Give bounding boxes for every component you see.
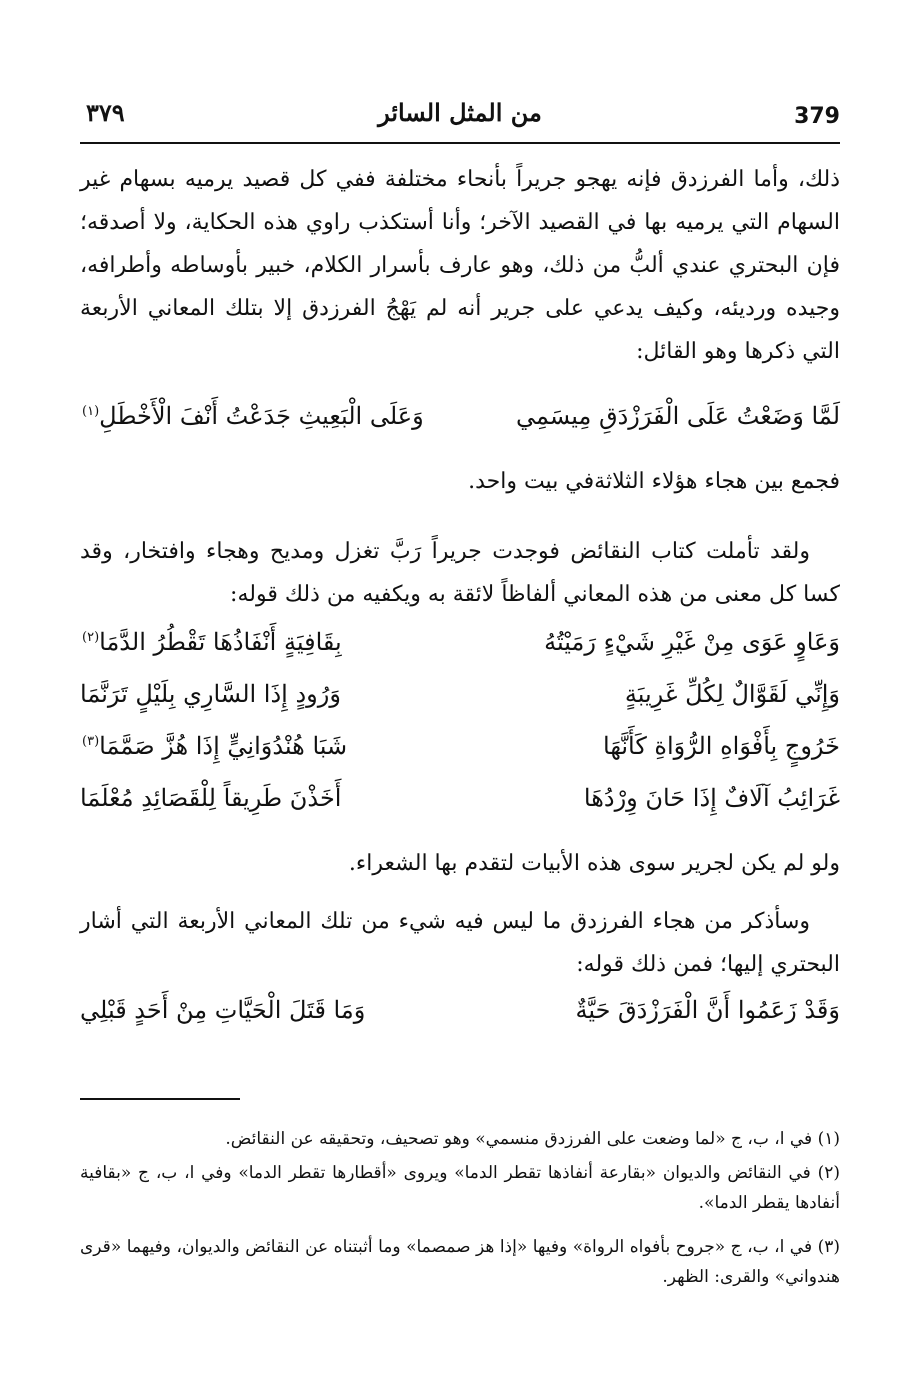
footnote-marker: (٣) xyxy=(82,734,100,749)
verse-6 xyxy=(80,996,840,1044)
page-number-latin: 379 xyxy=(794,104,840,129)
verse-first-hemistich: وَإِنِّي لَقَوَّالٌ لِكُلِّ غَرِيبَةٍ xyxy=(624,680,840,708)
verse-second-hemistich: بِقَافِيَةٍ أَنْفَاذُهَا تَقْطُرُ الدَّمَا xyxy=(99,628,342,656)
verse-1 xyxy=(80,402,840,450)
verse-3 xyxy=(80,680,840,728)
verse-second-hemistich-wrap xyxy=(80,732,347,760)
footnote-1: (١) في ا، ب، ج «لما وضعت على الفرزدق منسمي» وهو تصحيف، وتحقيقه عن النقائض. xyxy=(225,1129,840,1149)
footnote-marker: (٢) xyxy=(82,630,100,645)
verse-second-hemistich: شَبَا هُنْدُوَانِيٍّ إِذَا هُزَّ صَمَّمَا xyxy=(99,732,348,760)
verse-second-hemistich: وَمَا قَتَلَ الْحَيَّاتِ مِنْ أَحَدٍ قَبْلِي xyxy=(80,996,366,1024)
paragraph-2: فجمع بين هجاء هؤلاء الثلاثةفي بيت واحد. xyxy=(468,469,840,494)
verse-first-hemistich: وَعَاوٍ عَوَى مِنْ غَيْرِ شَيْءٍ رَمَيْتُهُ xyxy=(544,628,840,656)
verse-5 xyxy=(80,784,840,832)
page-number-arabic: ٣٧٩ xyxy=(86,98,125,127)
footnote-separator xyxy=(80,1098,240,1100)
verse-second-hemistich: وَعَلَى الْبَعِيثِ جَدَعْتُ أَنْفَ الْأَخْطَلِ xyxy=(99,402,424,430)
verse-second-hemistich: أَخَذْنَ طَرِيقاً لِلْقَصَائِدِ مُعْلَمَا xyxy=(80,784,342,812)
paragraph-4: ولو لم يكن لجرير سوى هذه الأبيات لتقدم بها الشعراء. xyxy=(348,851,840,876)
page-header xyxy=(80,98,840,144)
footnote-2: (٢) في النقائض والديوان «بقارعة أنفاذها تقطر الدما» ويروى «أقطارها تقطر الدما» وفي ا، ب، ج «بقافية أنفادها يقطر الدما». xyxy=(80,1163,840,1213)
paragraph-5: وسأذكر من هجاء الفرزدق ما ليس فيه شيء من تلك المعاني الأربعة التي أشار البحتري إليها؛ فمن ذلك قوله: xyxy=(80,909,840,977)
verse-second-hemistich-wrap xyxy=(80,628,342,656)
paragraph-1: ذلك، وأما الفرزدق فإنه يهجو جريراً بأنحاء مختلفة ففي كل قصيد يرميه بسهام غير السهام التي يرميه بها في القصيد الآخر؛ وأنا أستكذب راوي هذه الحكاية، ولا أصدقه؛ فإن البحتري عندي ألبُّ من ذلك، وهو عارف بأسرار الكلام، خبير بأوساطه وأطرافه، وجيده ورديئه، وكيف يدعي على جرير أنه لم يَهْجُ الفرزدق إلا بتلك المعاني الأربعة التي ذكرها وهو القائل: xyxy=(80,167,840,364)
verse-first-hemistich: غَرَائِبُ آلَافٌ إِذَا حَانَ وِرْدُهَا xyxy=(583,784,840,812)
verse-second-hemistich: وَرُودٍ إِذَا السَّارِي بِلَيْلٍ تَرَنَّمَا xyxy=(80,680,341,708)
verse-first-hemistich: خَرُوجٍ بِأَفْوَاهِ الرُّوَاةِ كَأَنَّهَا xyxy=(603,732,840,760)
running-title: من المثل السائر xyxy=(378,98,542,127)
verse-first-hemistich: وَقَدْ زَعَمُوا أَنَّ الْفَرَزْدَقَ حَيَّةٌ xyxy=(575,996,840,1024)
verse-second-hemistich-wrap xyxy=(80,402,424,430)
verse-first-hemistich: لَمَّا وَضَعْتُ عَلَى الْفَرَزْدَقِ مِيسَمِي xyxy=(515,402,840,430)
footnote-marker: (١) xyxy=(82,404,100,419)
verse-2 xyxy=(80,628,840,676)
verse-4 xyxy=(80,732,840,780)
footnote-3: (٣) في ا، ب، ج «جروح بأفواه الرواة» وفيها «إذا هز صمصما» وما أثبتناه عن النقائض والديوان، وفيهما «قرى هندواني» والقرى: الظهر. xyxy=(80,1237,840,1287)
paragraph-3: ولقد تأملت كتاب النقائض فوجدت جريراً رَبَّ تغزل ومديح وهجاء وافتخار، وقد كسا كل معنى من هذه المعاني ألفاظاً لائقة به ويكفيه من ذلك قوله: xyxy=(80,539,840,607)
